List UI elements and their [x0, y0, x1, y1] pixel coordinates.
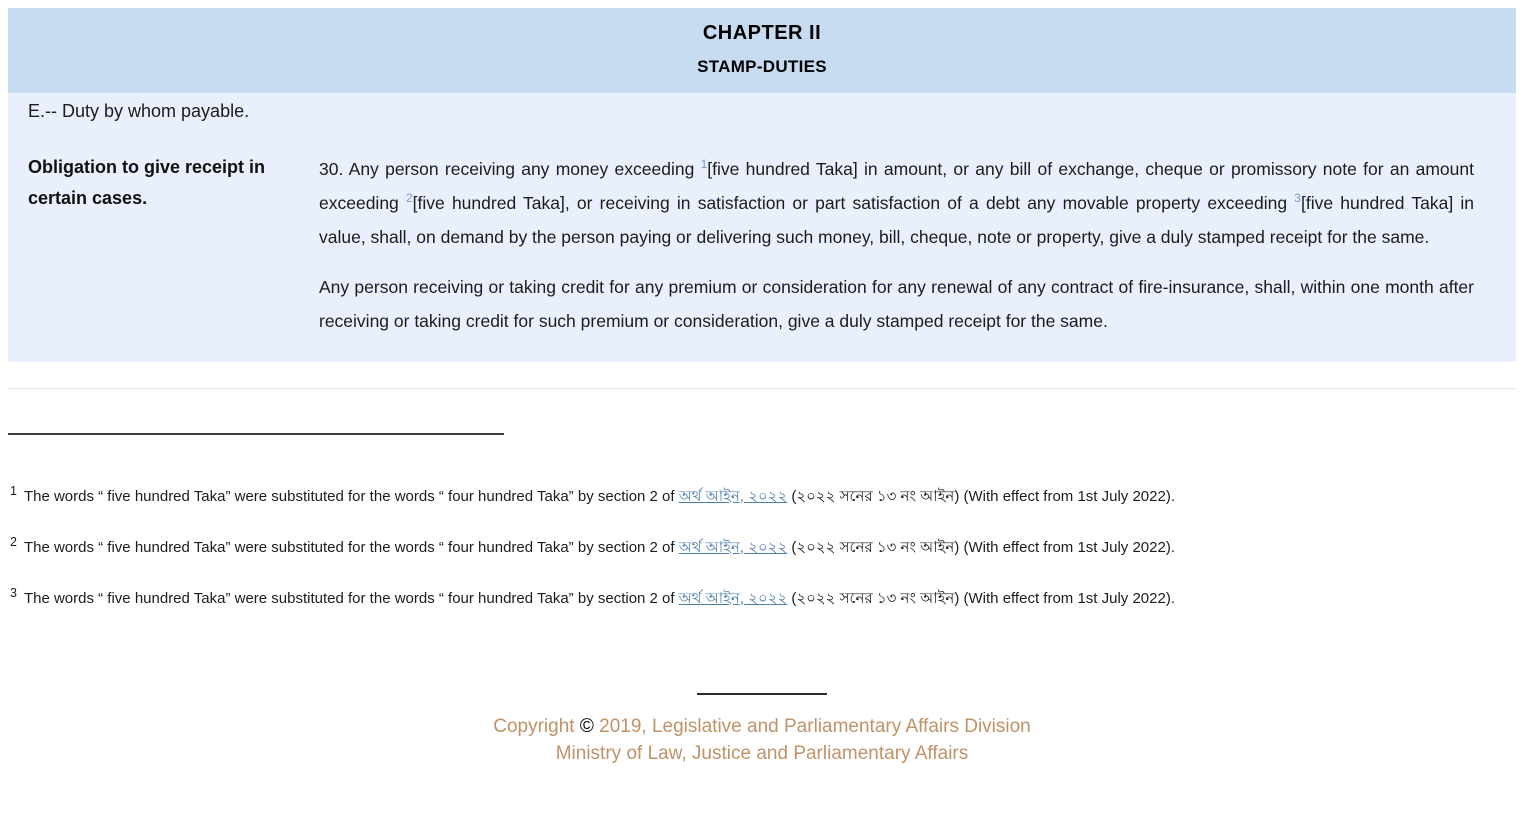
footnote-text: (২০২২ সনের ১৩ নং আইন) (With effect from 1st July 2022). — [787, 590, 1175, 607]
section-paragraph-2: Any person receiving or taking credit for any premium or consideration for any renewal of any contract of fire-insurance, shall, within one month after receiving or taking credit for such premium or consideration, give a duly stamped receipt for the same. — [319, 277, 1474, 331]
paragraph-text: 30. Any person receiving any money exceeding — [319, 159, 701, 179]
footnote-marker-2: 2 — [10, 535, 17, 549]
footnote-text: (২০২২ সনের ১৩ নং আইন) (With effect from 1st July 2022). — [787, 488, 1175, 505]
footnote-item-1 — [8, 481, 1516, 507]
paragraph-text: [five hundred Taka] in value, shall, on demand by the person paying or delivering such money, bill, cheque, note or property, give a duly stamped receipt for the same. — [319, 193, 1474, 247]
copyright-line — [8, 713, 1516, 740]
footnote-law-link-3[interactable]: অর্থ আইন, ২০২২ — [678, 590, 788, 607]
section-row — [28, 152, 1496, 338]
footnote-ref-3[interactable]: 3 — [1294, 191, 1301, 206]
chapter-title: CHAPTER II — [702, 22, 822, 44]
footnote-law-link-1[interactable]: অর্থ আইন, ২০২২ — [678, 488, 788, 505]
copyright-text: 2019, Legislative and Parliamentary Affairs Division — [593, 716, 1031, 737]
chapter-subtitle: STAMP-DUTIES — [697, 57, 827, 76]
footnote-text: (২০২২ সনের ১৩ নং আইন) (With effect from 1st July 2022). — [787, 539, 1175, 556]
footnote-ref-2[interactable]: 2 — [405, 191, 413, 206]
section-body — [319, 152, 1496, 338]
chapter-header — [8, 8, 1516, 93]
paragraph-text: [five hundred Taka] in amount, or any bill of exchange, cheque or promissory note for an amount exceeding — [319, 159, 1474, 213]
footnote-law-link-2[interactable]: অর্থ আইন, ২০২২ — [678, 539, 788, 556]
footnote-marker-1: 1 — [10, 484, 17, 498]
footnote-text: The words “ five hundred Taka” were substituted for the words “ four hundred Taka” by section 2 of — [23, 488, 679, 505]
footnote-text: The words “ five hundred Taka” were substituted for the words “ four hundred Taka” by section 2 of — [23, 590, 679, 607]
content-divider — [8, 388, 1516, 389]
copyright-symbol: © — [579, 716, 594, 737]
footnote-ref-1[interactable]: 1 — [700, 157, 708, 172]
page-footer — [8, 693, 1516, 767]
ministry-line: Ministry of Law, Justice and Parliamentary Affairs — [555, 743, 969, 764]
footer-separator — [697, 693, 827, 695]
section-content — [8, 93, 1516, 362]
footnote-marker-3: 3 — [10, 586, 17, 600]
section-title: Obligation to give receipt in certain cases. — [28, 157, 266, 208]
footnote-separator — [8, 433, 504, 435]
paragraph-text: [five hundred Taka], or receiving in satisfaction or part satisfaction of a debt any movable property exceeding — [412, 193, 1295, 213]
part-label: E.-- Duty by whom payable. — [28, 101, 250, 121]
copyright-text: Copyright — [493, 716, 580, 737]
footnotes-list — [8, 481, 1516, 609]
footnote-item-3 — [8, 583, 1516, 609]
footnote-text: The words “ five hundred Taka” were substituted for the words “ four hundred Taka” by section 2 of — [23, 539, 679, 556]
footnote-item-2 — [8, 532, 1516, 558]
section-paragraph-1 — [319, 152, 1474, 254]
